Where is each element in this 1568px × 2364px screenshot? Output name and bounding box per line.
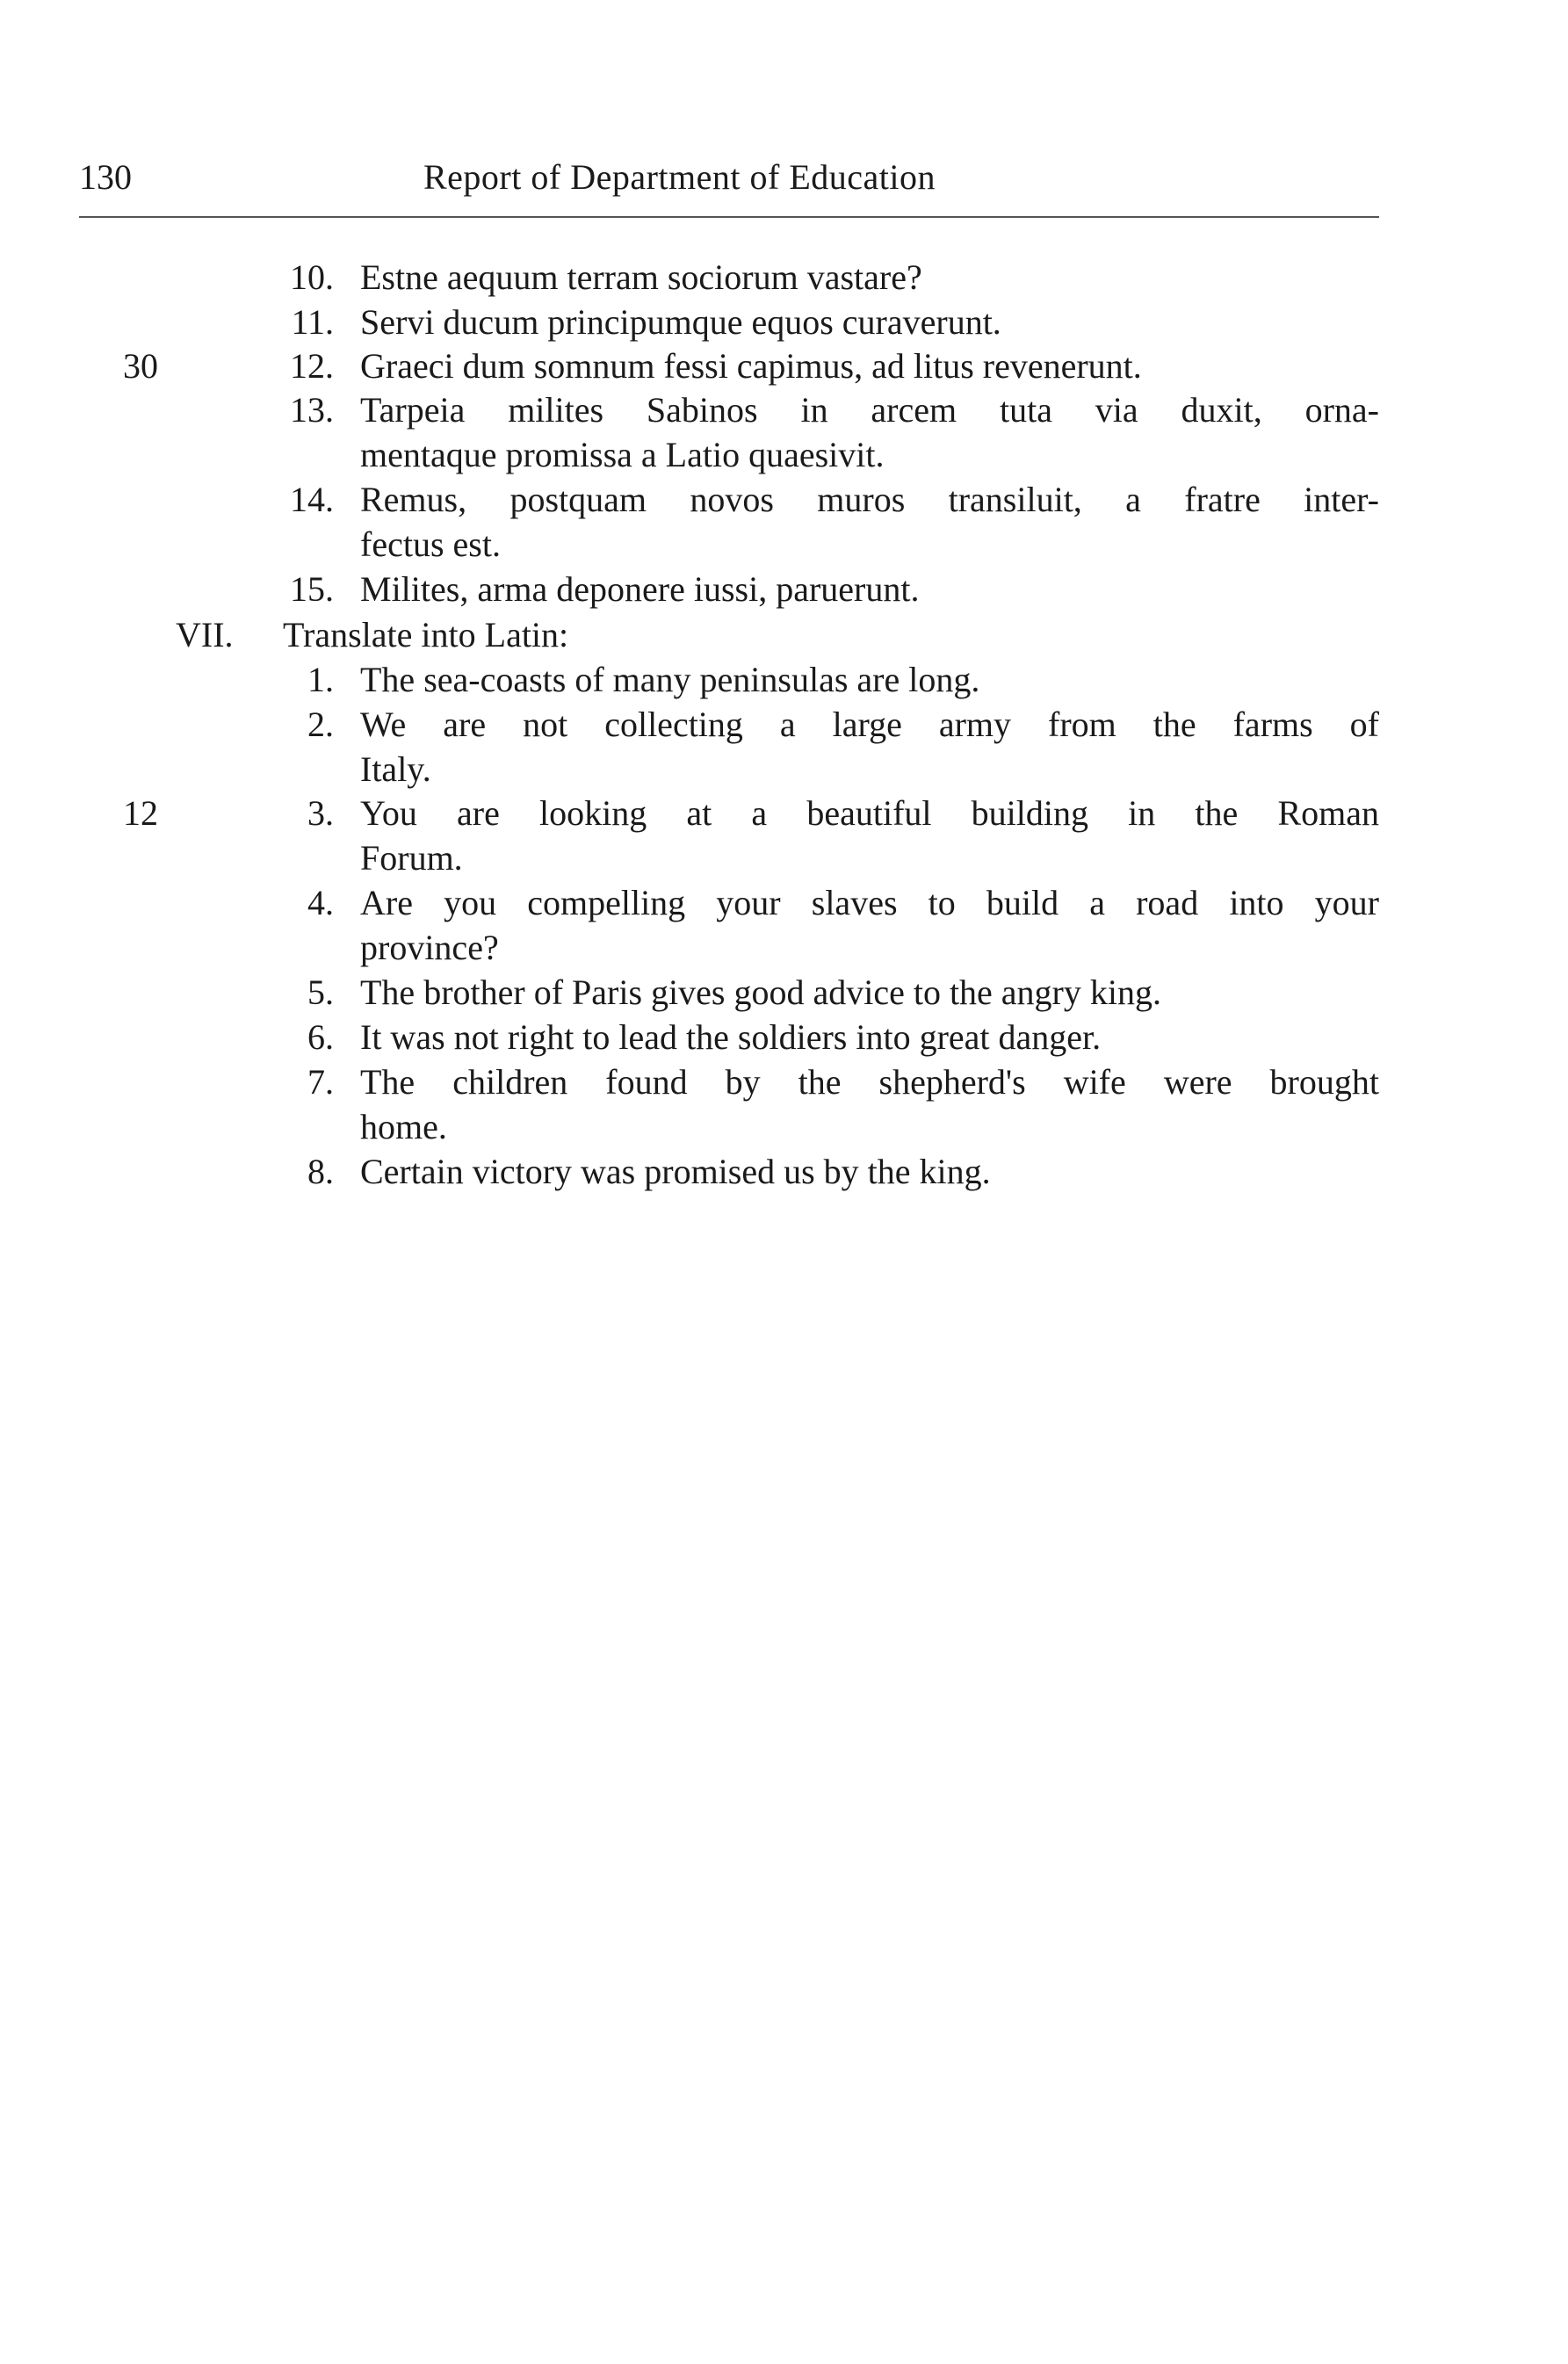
list-item-continuation (0, 925, 1568, 970)
item-text: You are looking at a beautiful building in the Roman (360, 793, 1379, 833)
list-item-continuation (0, 747, 1568, 792)
margin-mark-30: 30 (123, 346, 158, 386)
list-item (0, 880, 1568, 925)
header-rule (79, 216, 1379, 218)
list-item (0, 657, 1568, 702)
list-item (0, 255, 1568, 300)
list-item (0, 1149, 1568, 1194)
item-text: Estne aequum terram sociorum vastare? (360, 257, 922, 297)
section-label: Translate into Latin: (283, 615, 569, 654)
margin-mark-12: 12 (123, 793, 158, 833)
item-text: Forum. (360, 838, 463, 878)
item-number: 6. (307, 1017, 334, 1057)
running-head: Report of Department of Education (423, 157, 936, 197)
list-item (0, 387, 1568, 432)
item-number: 12. (290, 346, 334, 386)
item-number: 7. (307, 1062, 334, 1102)
item-text: fectus est. (360, 524, 501, 564)
page-number: 130 (79, 157, 132, 197)
item-text: We are not collecting a large army from the farms of (360, 705, 1379, 744)
item-number: 10. (290, 257, 334, 297)
item-text: Are you compelling your slaves to build a road into your (360, 883, 1379, 922)
item-number: 1. (307, 660, 334, 699)
list-item (0, 702, 1568, 747)
item-text: province? (360, 928, 499, 967)
item-text: The brother of Paris gives good advice to the angry king. (360, 972, 1161, 1012)
item-number: 3. (307, 793, 334, 833)
item-number: 8. (307, 1152, 334, 1191)
item-text: Tarpeia milites Sabinos in arcem tuta via duxit, orna- (360, 390, 1379, 430)
list-item-continuation (0, 522, 1568, 567)
item-number: 2. (307, 705, 334, 744)
list-item (0, 300, 1568, 344)
item-text: home. (360, 1107, 447, 1146)
item-number: 13. (290, 390, 334, 430)
list-item (0, 567, 1568, 611)
margin-mark-section-vii: VII. (176, 615, 234, 654)
item-text: Graeci dum somnum fessi capimus, ad litus revenerunt. (360, 346, 1142, 386)
item-text: The children found by the shepherd's wife were brought (360, 1062, 1379, 1102)
list-item-continuation (0, 1104, 1568, 1149)
item-number: 5. (307, 972, 334, 1012)
list-item (0, 343, 1568, 388)
item-number: 15. (290, 569, 334, 609)
item-number: 14. (290, 480, 334, 519)
list-item-continuation (0, 835, 1568, 880)
item-number: 11. (291, 302, 334, 342)
list-item (0, 477, 1568, 522)
item-number: 4. (307, 883, 334, 922)
list-item (0, 1015, 1568, 1059)
list-item-continuation (0, 432, 1568, 477)
list-item (0, 791, 1568, 835)
list-item (0, 1059, 1568, 1104)
item-text: Remus, postquam novos muros transiluit, a fratre inter- (360, 480, 1379, 519)
item-text: Servi ducum principumque equos curaverunt. (360, 302, 1001, 342)
item-text: The sea-coasts of many peninsulas are long. (360, 660, 980, 699)
section-heading (0, 612, 1568, 657)
item-text: It was not right to lead the soldiers into great danger. (360, 1017, 1102, 1057)
page-header (79, 151, 1379, 204)
item-text: Milites, arma deponere iussi, paruerunt. (360, 569, 920, 609)
list-item (0, 970, 1568, 1015)
item-text: Italy. (360, 749, 431, 789)
item-text: mentaque promissa a Latio quaesivit. (360, 435, 885, 474)
item-text: Certain victory was promised us by the king. (360, 1152, 991, 1191)
